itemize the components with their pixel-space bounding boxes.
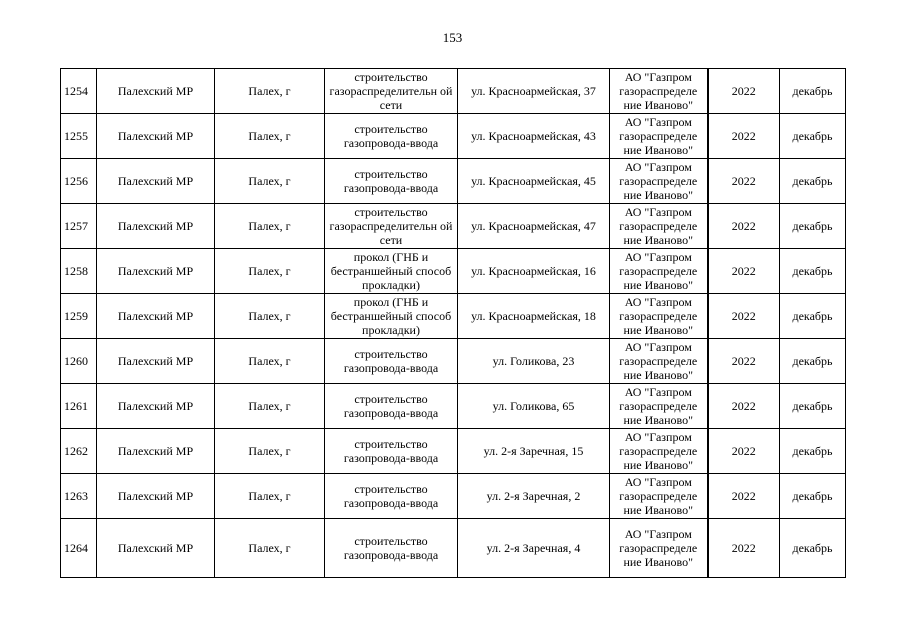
locality-cell: Палех, г [215,474,325,519]
district-cell: Палехский МР [97,474,215,519]
locality-cell: Палех, г [215,519,325,578]
address-cell: ул. 2-я Заречная, 15 [458,429,610,474]
row-number: 1258 [61,249,97,294]
month-cell: декабрь [780,159,846,204]
district-cell: Палехский МР [97,519,215,578]
table-row [61,249,846,294]
address-cell: ул. 2-я Заречная, 2 [458,474,610,519]
month-cell: декабрь [780,249,846,294]
work-type-cell: строительство газопровода-ввода [325,159,458,204]
month-cell: декабрь [780,294,846,339]
locality-cell: Палех, г [215,294,325,339]
row-number: 1255 [61,114,97,159]
locality-cell: Палех, г [215,114,325,159]
table-row [61,159,846,204]
district-cell: Палехский МР [97,294,215,339]
work-type-cell: строительство газораспределительн ой сети [325,204,458,249]
locality-cell: Палех, г [215,339,325,384]
district-cell: Палехский МР [97,249,215,294]
locality-cell: Палех, г [215,204,325,249]
month-cell: декабрь [780,339,846,384]
work-type-cell: строительство газопровода-ввода [325,384,458,429]
address-cell: ул. Красноармейская, 16 [458,249,610,294]
table-row [61,429,846,474]
month-cell: декабрь [780,429,846,474]
address-cell: ул. Красноармейская, 47 [458,204,610,249]
address-cell: ул. Голикова, 65 [458,384,610,429]
row-number: 1260 [61,339,97,384]
work-type-cell: строительство газопровода-ввода [325,519,458,578]
address-cell: ул. Голикова, 23 [458,339,610,384]
address-cell: ул. Красноармейская, 45 [458,159,610,204]
address-cell: ул. Красноармейская, 43 [458,114,610,159]
table-row [61,294,846,339]
table-row [61,204,846,249]
table-row [61,474,846,519]
row-number: 1264 [61,519,97,578]
district-cell: Палехский МР [97,384,215,429]
works-table [60,68,846,578]
table-row [61,519,846,578]
year-cell: 2022 [708,159,780,204]
district-cell: Палехский МР [97,114,215,159]
work-type-cell: строительство газораспределительн ой сети [325,69,458,114]
table-row [61,114,846,159]
year-cell: 2022 [708,474,780,519]
year-cell: 2022 [708,294,780,339]
year-cell: 2022 [708,429,780,474]
month-cell: декабрь [780,519,846,578]
work-type-cell: прокол (ГНБ и бестраншейный способ прокладки) [325,249,458,294]
work-type-cell: строительство газопровода-ввода [325,339,458,384]
organization-cell: АО "Газпром газораспределе ние Иваново" [610,159,708,204]
address-cell: ул. 2-я Заречная, 4 [458,519,610,578]
organization-cell: АО "Газпром газораспределе ние Иваново" [610,249,708,294]
page-number: 153 [442,30,463,45]
month-cell: декабрь [780,384,846,429]
month-cell: декабрь [780,474,846,519]
month-cell: декабрь [780,114,846,159]
locality-cell: Палех, г [215,69,325,114]
organization-cell: АО "Газпром газораспределе ние Иваново" [610,474,708,519]
row-number: 1263 [61,474,97,519]
address-cell: ул. Красноармейская, 18 [458,294,610,339]
work-type-cell: строительство газопровода-ввода [325,114,458,159]
year-cell: 2022 [708,114,780,159]
row-number: 1257 [61,204,97,249]
organization-cell: АО "Газпром газораспределе ние Иваново" [610,294,708,339]
row-number: 1254 [61,69,97,114]
row-number: 1261 [61,384,97,429]
district-cell: Палехский МР [97,204,215,249]
table-row [61,69,846,114]
year-cell: 2022 [708,339,780,384]
month-cell: декабрь [780,204,846,249]
organization-cell: АО "Газпром газораспределе ние Иваново" [610,429,708,474]
year-cell: 2022 [708,384,780,429]
table-row [61,384,846,429]
work-type-cell: строительство газопровода-ввода [325,429,458,474]
organization-cell: АО "Газпром газораспределе ние Иваново" [610,114,708,159]
year-cell: 2022 [708,204,780,249]
work-type-cell: прокол (ГНБ и бестраншейный способ прокладки) [325,294,458,339]
year-cell: 2022 [708,249,780,294]
organization-cell: АО "Газпром газораспределе ние Иваново" [610,339,708,384]
address-cell: ул. Красноармейская, 37 [458,69,610,114]
month-cell: декабрь [780,69,846,114]
district-cell: Палехский МР [97,69,215,114]
locality-cell: Палех, г [215,429,325,474]
locality-cell: Палех, г [215,159,325,204]
organization-cell: АО "Газпром газораспределе ние Иваново" [610,519,708,578]
organization-cell: АО "Газпром газораспределе ние Иваново" [610,204,708,249]
year-cell: 2022 [708,69,780,114]
district-cell: Палехский МР [97,429,215,474]
district-cell: Палехский МР [97,339,215,384]
locality-cell: Палех, г [215,249,325,294]
organization-cell: АО "Газпром газораспределе ние Иваново" [610,69,708,114]
table-row [61,339,846,384]
organization-cell: АО "Газпром газораспределе ние Иваново" [610,384,708,429]
year-cell: 2022 [708,519,780,578]
row-number: 1259 [61,294,97,339]
work-type-cell: строительство газопровода-ввода [325,474,458,519]
locality-cell: Палех, г [215,384,325,429]
row-number: 1262 [61,429,97,474]
district-cell: Палехский МР [97,159,215,204]
row-number: 1256 [61,159,97,204]
